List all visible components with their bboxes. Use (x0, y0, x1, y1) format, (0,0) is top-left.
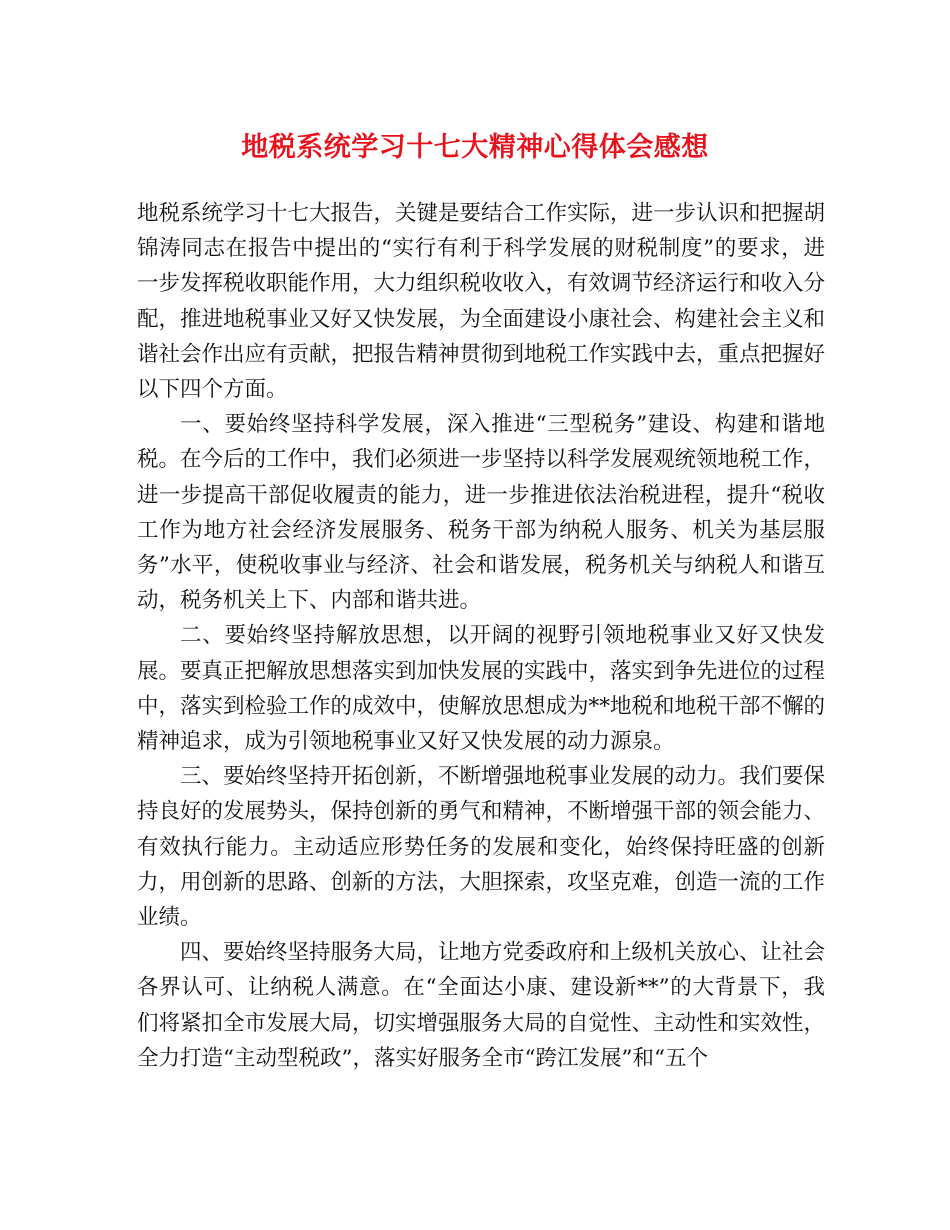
paragraph-2: 二、要始终坚持解放思想，以开阔的视野引领地税事业又好又快发展。要真正把解放思想落实到加快发展的实践中，落实到争先进位的过程中，落实到检验工作的成效中，使解放思想成为**地税和地税干部不懈的精神追求，成为引领地税事业又好又快发展的动力源泉。 (137, 623, 826, 755)
paragraph-4: 四、要始终坚持服务大局，让地方党委政府和上级机关放心、让社会各界认可、让纳税人满意。在“全面达小康、建设新**”的大背景下，我们将紧扣全市发展大局，切实增强服务大局的自觉性、主动性和实效性，全力打造“主动型税政”，落实好服务全市“跨江发展”和“五个 (137, 940, 826, 1071)
paragraph-1: 一、要始终坚持科学发展，深入推进“三型税务”建设、构建和谐地税。在今后的工作中，我们必须进一步坚持以科学发展观统领地税工作，进一步提高干部促收履责的能力，进一步推进依法治税进程，提升“税收工作为地方社会经济发展服务、税务干部为纳税人服务、机关为基层服务”水平，使税收事业与经济、社会和谐发展，税务机关与纳税人和谐互动，税务机关上下、内部和谐共进。 (137, 412, 826, 614)
document-body (137, 196, 825, 1076)
intro-paragraph: 地税系统学习十七大报告，关键是要结合工作实际，进一步认识和把握胡锦涛同志在报告中提出的“实行有利于科学发展的财税制度”的要求，进一步发挥税收职能作用，大力组织税收收入，有效调节经济运行和收入分配，推进地税事业又好又快发展，为全面建设小康社会、构建社会主义和谐社会作出应有贡献，把报告精神贯彻到地税工作实践中去，重点把握好以下四个方面。 (137, 201, 826, 403)
document-title: 地税系统学习十七大精神心得体会感想 (241, 132, 709, 163)
paragraph-3: 三、要始终坚持开拓创新，不断增强地税事业发展的动力。我们要保持良好的发展势头，保持创新的勇气和精神，不断增强干部的领会能力、有效执行能力。主动适应形势任务的发展和变化，始终保持旺盛的创新力，用创新的思路、创新的方法，大胆探索，攻坚克难，创造一流的工作业绩。 (137, 764, 826, 931)
